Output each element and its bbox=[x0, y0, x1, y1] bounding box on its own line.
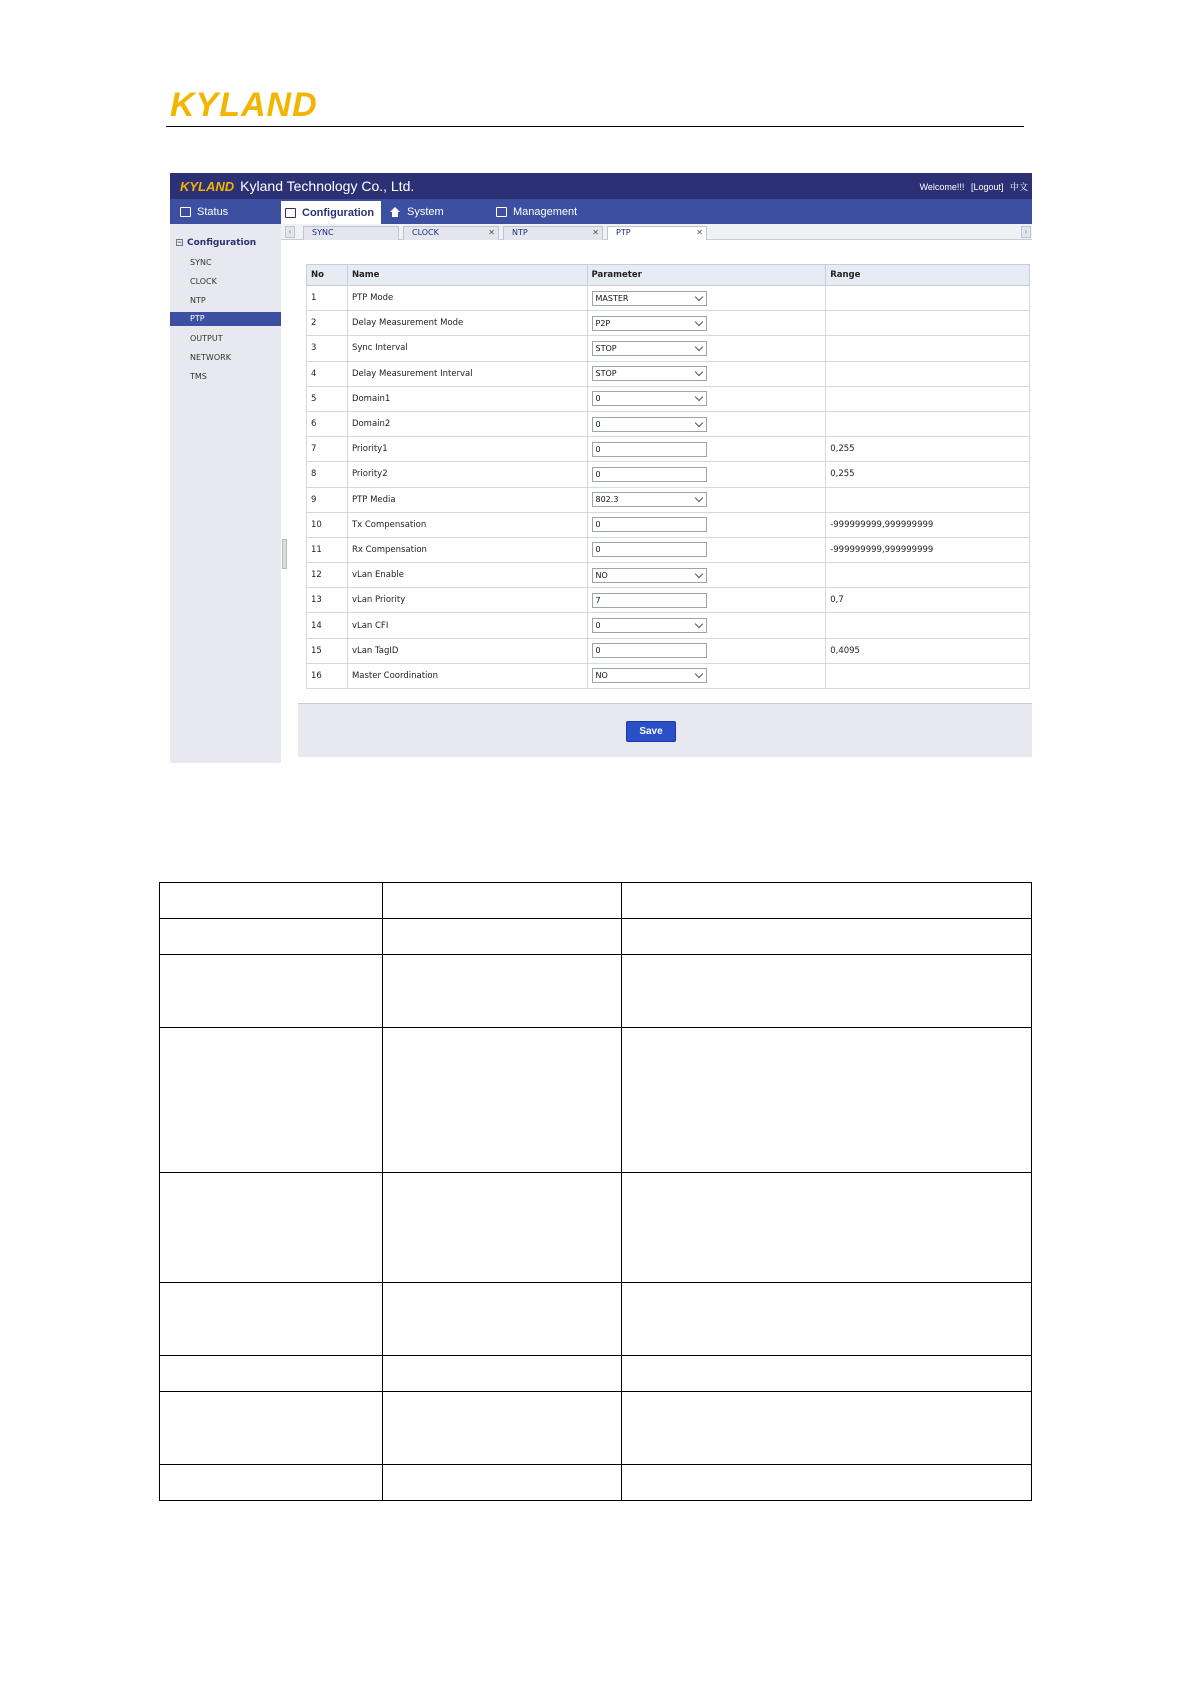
parameter-range bbox=[826, 663, 1030, 688]
row-number: 11 bbox=[307, 537, 348, 562]
table-row bbox=[307, 563, 1030, 588]
parameter-value: 0 bbox=[595, 394, 601, 404]
parameter-select[interactable] bbox=[592, 618, 707, 633]
table-row bbox=[307, 663, 1030, 688]
status-icon bbox=[180, 207, 191, 217]
parameter-name: Priority1 bbox=[347, 437, 587, 462]
chevron-down-icon bbox=[694, 368, 702, 376]
column-header-name: Name bbox=[347, 265, 587, 286]
column-header-range: Range bbox=[826, 265, 1030, 286]
row-number: 5 bbox=[307, 386, 348, 411]
table-row bbox=[307, 588, 1030, 613]
sidebar-item-ptp[interactable]: PTP bbox=[170, 312, 281, 326]
parameter-value: 0 bbox=[595, 419, 601, 429]
menu-system[interactable]: System bbox=[390, 199, 480, 224]
table-row bbox=[160, 1283, 1032, 1356]
close-icon[interactable]: ✕ bbox=[696, 228, 703, 237]
column-header-no: No bbox=[307, 265, 348, 286]
parameter-value: 802.3 bbox=[595, 495, 619, 505]
parameter-cell bbox=[587, 286, 826, 311]
parameter-range bbox=[826, 613, 1030, 638]
parameter-input[interactable] bbox=[592, 542, 707, 557]
column-header-parameter: Parameter bbox=[587, 265, 826, 286]
tab-ptp[interactable]: PTP ✕ bbox=[607, 226, 707, 240]
welcome-text: Welcome!!! bbox=[919, 181, 965, 192]
sidebar-item-tms[interactable]: TMS bbox=[190, 372, 207, 381]
row-number: 14 bbox=[307, 613, 348, 638]
parameter-value: 0 bbox=[595, 545, 601, 555]
chevron-down-icon bbox=[694, 318, 702, 326]
row-number: 2 bbox=[307, 311, 348, 336]
parameter-name: PTP Media bbox=[347, 487, 587, 512]
table-row bbox=[160, 1356, 1032, 1392]
user-area bbox=[916, 180, 1028, 193]
save-bar bbox=[298, 703, 1032, 757]
table-row bbox=[160, 955, 1032, 1028]
parameter-range bbox=[826, 487, 1030, 512]
parameter-name: Priority2 bbox=[347, 462, 587, 487]
parameter-range: 0,4095 bbox=[826, 638, 1030, 663]
parameter-range bbox=[826, 311, 1030, 336]
parameter-value: STOP bbox=[595, 369, 617, 379]
sidebar-item-ntp[interactable]: NTP bbox=[190, 296, 206, 305]
table-row bbox=[307, 437, 1030, 462]
parameter-range bbox=[826, 411, 1030, 436]
row-number: 3 bbox=[307, 336, 348, 361]
chevron-down-icon bbox=[694, 620, 702, 628]
parameter-cell bbox=[587, 663, 826, 688]
sidebar-item-output[interactable]: OUTPUT bbox=[190, 334, 223, 343]
row-number: 8 bbox=[307, 462, 348, 487]
parameter-cell bbox=[587, 311, 826, 336]
collapse-icon: − bbox=[177, 239, 183, 246]
row-number: 1 bbox=[307, 286, 348, 311]
parameter-name: Sync Interval bbox=[347, 336, 587, 361]
tab-sync[interactable]: SYNC bbox=[303, 226, 399, 240]
home-icon bbox=[390, 207, 401, 217]
parameter-cell bbox=[587, 411, 826, 436]
parameter-input[interactable] bbox=[592, 517, 707, 532]
table-row bbox=[307, 386, 1030, 411]
chevron-down-icon bbox=[694, 393, 702, 401]
logout-link[interactable]: [Logout] bbox=[970, 181, 1004, 192]
parameter-range bbox=[826, 386, 1030, 411]
close-icon[interactable]: ✕ bbox=[592, 228, 599, 237]
parameter-value: 0 bbox=[595, 444, 601, 454]
main-menu bbox=[170, 199, 1032, 224]
parameter-cell bbox=[587, 613, 826, 638]
table-row bbox=[307, 512, 1030, 537]
parameter-cell bbox=[587, 487, 826, 512]
language-link[interactable]: 中文 bbox=[1009, 181, 1028, 192]
parameter-range bbox=[826, 563, 1030, 588]
tab-scroll-right[interactable]: › bbox=[1021, 226, 1031, 238]
sidebar-collapse-handle[interactable] bbox=[282, 539, 287, 569]
table-row bbox=[160, 1392, 1032, 1465]
parameter-name: PTP Mode bbox=[347, 286, 587, 311]
parameter-cell bbox=[587, 437, 826, 462]
table-row bbox=[307, 487, 1030, 512]
parameter-name: Domain1 bbox=[347, 386, 587, 411]
menu-management[interactable]: Management bbox=[496, 199, 606, 224]
company-name: Kyland Technology Co., Ltd. bbox=[240, 178, 415, 194]
header-rule bbox=[166, 126, 1024, 127]
parameter-cell bbox=[587, 361, 826, 386]
parameter-value: 7 bbox=[595, 595, 601, 605]
sidebar-item-clock[interactable]: CLOCK bbox=[190, 277, 217, 286]
sidebar-item-sync[interactable]: SYNC bbox=[190, 258, 212, 267]
parameter-cell bbox=[587, 336, 826, 361]
document-logo: KYLAND bbox=[170, 86, 318, 124]
parameter-range: 0,7 bbox=[826, 588, 1030, 613]
parameter-range: 0,255 bbox=[826, 437, 1030, 462]
parameter-range bbox=[826, 286, 1030, 311]
sidebar bbox=[170, 224, 281, 763]
table-row bbox=[307, 613, 1030, 638]
parameter-name: Delay Measurement Mode bbox=[347, 311, 587, 336]
parameter-select[interactable] bbox=[592, 668, 707, 683]
table-row bbox=[307, 411, 1030, 436]
parameter-name: Delay Measurement Interval bbox=[347, 361, 587, 386]
save-button[interactable]: Save bbox=[626, 721, 676, 742]
parameter-cell bbox=[587, 386, 826, 411]
parameter-input[interactable] bbox=[592, 442, 707, 457]
table-row bbox=[307, 361, 1030, 386]
parameter-value: 0 bbox=[595, 469, 601, 479]
row-number: 6 bbox=[307, 411, 348, 436]
configuration-icon bbox=[285, 208, 296, 218]
parameter-value: STOP bbox=[595, 343, 617, 353]
row-number: 4 bbox=[307, 361, 348, 386]
parameter-select[interactable] bbox=[592, 366, 707, 381]
table-row bbox=[307, 537, 1030, 562]
parameter-cell bbox=[587, 588, 826, 613]
parameter-name: Master Coordination bbox=[347, 663, 587, 688]
chevron-down-icon bbox=[694, 292, 702, 300]
parameter-value: MASTER bbox=[595, 293, 629, 303]
menu-status[interactable]: Status bbox=[180, 199, 270, 224]
parameter-range bbox=[826, 361, 1030, 386]
parameter-select[interactable] bbox=[592, 341, 707, 356]
chevron-down-icon bbox=[694, 343, 702, 351]
table-row bbox=[160, 883, 1032, 919]
parameter-name: Tx Compensation bbox=[347, 512, 587, 537]
parameter-value: 0 bbox=[595, 621, 601, 631]
row-number: 12 bbox=[307, 563, 348, 588]
parameter-input[interactable] bbox=[592, 593, 707, 608]
parameter-select[interactable] bbox=[592, 391, 707, 406]
user-icon bbox=[496, 207, 507, 217]
parameter-cell bbox=[587, 462, 826, 487]
sidebar-item-network[interactable]: NETWORK bbox=[190, 353, 231, 362]
parameter-cell bbox=[587, 537, 826, 562]
table-row bbox=[160, 919, 1032, 955]
parameter-name: vLan CFI bbox=[347, 613, 587, 638]
brand-logo: KYLAND bbox=[180, 178, 235, 194]
parameter-input[interactable] bbox=[592, 643, 707, 658]
parameter-range: -999999999,999999999 bbox=[826, 537, 1030, 562]
parameter-name: vLan Enable bbox=[347, 563, 587, 588]
table-row bbox=[160, 1173, 1032, 1283]
chevron-down-icon bbox=[694, 418, 702, 426]
parameter-input[interactable] bbox=[592, 467, 707, 482]
parameter-cell bbox=[587, 512, 826, 537]
table-row bbox=[160, 1028, 1032, 1173]
table-row bbox=[307, 462, 1030, 487]
table-row bbox=[307, 336, 1030, 361]
parameter-range bbox=[826, 336, 1030, 361]
chevron-down-icon bbox=[694, 569, 702, 577]
row-number: 16 bbox=[307, 663, 348, 688]
parameter-name: Rx Compensation bbox=[347, 537, 587, 562]
parameter-select[interactable] bbox=[592, 417, 707, 432]
parameter-cell bbox=[587, 638, 826, 663]
parameter-name: vLan TagID bbox=[347, 638, 587, 663]
parameter-select[interactable] bbox=[592, 568, 707, 583]
table-row bbox=[307, 638, 1030, 663]
parameter-select[interactable] bbox=[592, 291, 707, 306]
tab-scroll-left[interactable]: ‹ bbox=[285, 226, 295, 238]
web-ui-screenshot bbox=[170, 173, 1032, 763]
row-number: 13 bbox=[307, 588, 348, 613]
table-row bbox=[307, 311, 1030, 336]
top-bar bbox=[170, 173, 1032, 199]
description-table bbox=[159, 882, 1032, 1501]
tab-clock[interactable]: CLOCK ✕ bbox=[403, 226, 499, 240]
ptp-parameter-table bbox=[306, 264, 1030, 689]
table-row bbox=[307, 286, 1030, 311]
row-number: 9 bbox=[307, 487, 348, 512]
row-number: 15 bbox=[307, 638, 348, 663]
parameter-cell bbox=[587, 563, 826, 588]
parameter-range: -999999999,999999999 bbox=[826, 512, 1030, 537]
parameter-select[interactable] bbox=[592, 492, 707, 507]
sidebar-title[interactable]: − Configuration bbox=[177, 238, 257, 248]
tab-bar bbox=[281, 224, 1032, 240]
chevron-down-icon bbox=[694, 494, 702, 502]
row-number: 7 bbox=[307, 437, 348, 462]
parameter-name: Domain2 bbox=[347, 411, 587, 436]
row-number: 10 bbox=[307, 512, 348, 537]
menu-configuration[interactable]: Configuration bbox=[281, 201, 381, 224]
parameter-value: 0 bbox=[595, 520, 601, 530]
parameter-value: NO bbox=[595, 570, 608, 580]
tab-ntp[interactable]: NTP ✕ bbox=[503, 226, 603, 240]
parameter-select[interactable] bbox=[592, 316, 707, 331]
parameter-name: vLan Priority bbox=[347, 588, 587, 613]
parameter-range: 0,255 bbox=[826, 462, 1030, 487]
parameter-value: 0 bbox=[595, 646, 601, 656]
table-header-row bbox=[307, 265, 1030, 286]
close-icon[interactable]: ✕ bbox=[488, 228, 495, 237]
parameter-value: NO bbox=[595, 671, 608, 681]
chevron-down-icon bbox=[694, 670, 702, 678]
parameter-value: P2P bbox=[595, 318, 611, 328]
table-row bbox=[160, 1465, 1032, 1501]
